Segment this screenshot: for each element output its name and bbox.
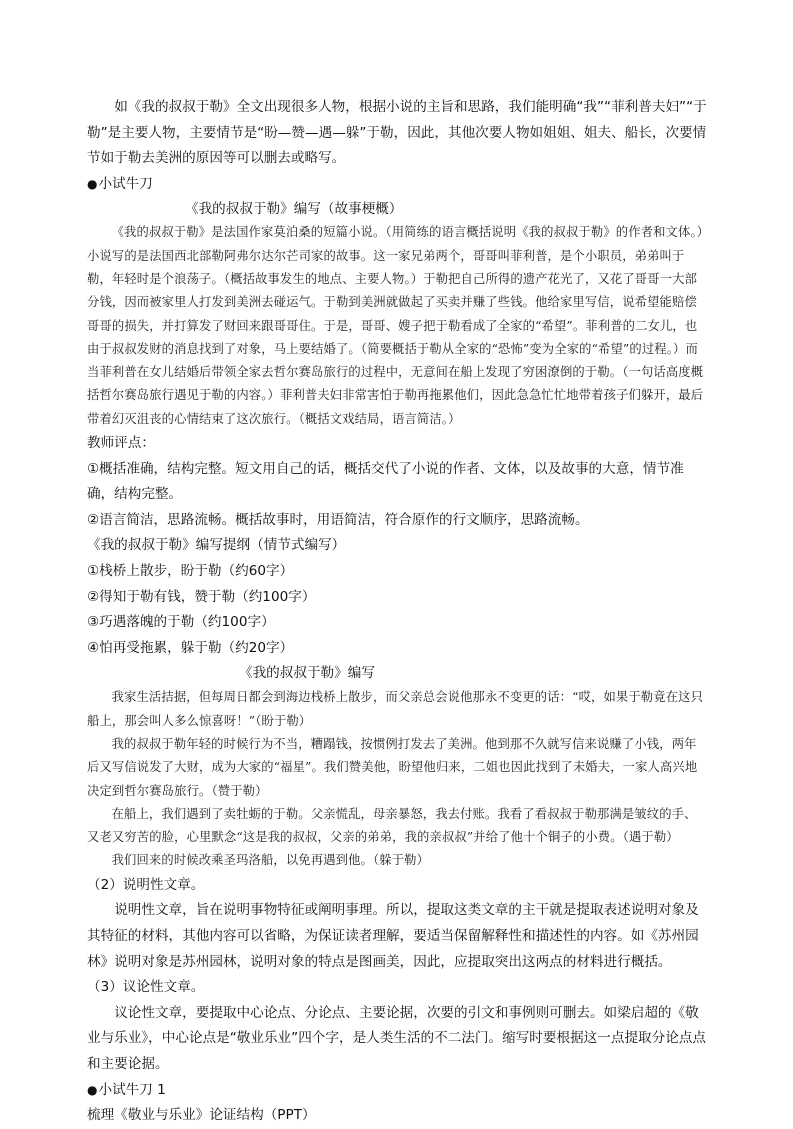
story-summary-paragraph: 《我的叔叔于勒》是法国作家莫泊桑的短篇小说。（用简练的语言概括说明《我的叔叔于勒》的作者和文体。）小说写的是法国西北部勒阿弗尔达尔芒司家的故事。这一家兄弟两个，哥哥叫菲利普，是个小职员，弟弟叫于勒，年轻时是个浪荡子。（概括故事发生的地点、主要人物。）于勒把自己所得的遗产花光了，又花了哥哥一大部分钱，因而被家里人打发到美洲去碰运气。于勒到美洲就做起了买卖并赚了些钱。他给家里写信，说希望能赔偿哥哥的损失，并打算发了财回来跟哥哥住。于是，哥哥、嫂子把于勒看成了全家的“希望”。菲利普的二女儿，也由于叔叔发财的消息找到了对象，马上要结婚了。（简要概括于勒从全家的“恐怖”变为全家的“希望”的过程。）而当菲利普在女儿结婚后带领全家去哲尔赛岛旅行的过程中，无意间在船上发现了穷困潦倒的于勒。（一句话高度概括哲尔赛岛旅行遇见于勒的内容。）菲利普夫妇非常害怕于勒再拖累他们，因此急急忙忙地带着孩子们躲开，最后带着幻灭沮丧的心情结束了这次旅行。（概括文戏结局，语言简洁。） [87, 225, 704, 426]
story-summary-title: 《我的叔叔于勒》编写（故事梗概） [185, 201, 403, 218]
outline-title: 《我的叔叔于勒》编写提纲（情节式编写） [87, 537, 346, 554]
section-3-body: 议论性文章，要提取中心论点、分论点、主要论据，次要的引文和事例则可删去。如梁启超的《敬业与乐业》，中心论点是“敬业乐业”四个字，是人类生活的不二法门。缩写时要根据这一点提取分论点点和主要论据。 [87, 1004, 707, 1072]
practice-heading: ● 小试牛刀 [87, 172, 707, 198]
teacher-comment-label: 教师评点： [87, 435, 155, 452]
rewrite-paragraph-1: 我家生活拮据，但每周日都会到海边栈桥上散步，而父亲总会说他那永不变更的话：“哎，如果于勒竟在这只船上，那会叫人多么惊喜呀！”（盼于勒） [87, 690, 704, 728]
outline-item: ②得知于勒有钱，赞于勒（约100字） [87, 588, 316, 605]
rewrite-paragraph-4: 我们回来的时候改乘圣玛洛船，以免再遇到他。（躲于勒） [111, 853, 430, 868]
final-task-line: 梳理《敬业与乐业》论证结构（PPT） [87, 1107, 316, 1124]
teacher-comment-2: ②语言简洁，思路流畅。概括故事时，用语简洁，符合原作的行文顺序，思路流畅。 [87, 511, 589, 528]
intro-paragraph: 如《我的叔叔于勒》全文出现很多人物，根据小说的主旨和思路，我们能明确“我”“菲利普夫妇”“于勒”是主要人物，主要情节是“盼—赞—遇—躲”于勒，因此，其他次要人物如姐姐、姐夫、船长，次要情节如于勒去美洲的原因等可以删去或略写。 [87, 99, 707, 167]
outline-item: ④怕再受拖累，躲于勒（约20字） [87, 639, 294, 656]
practice-heading-2: ● 小试牛刀 1 [87, 1078, 707, 1104]
section-2-heading: （2）说明性文章。 [87, 876, 205, 893]
section-2-body: 说明性文章，旨在说明事物特征或阐明事理。所以，提取这类文章的主干就是提取表述说明对象及其特征的材料，其他内容可以省略，为保证读者理解，要适当保留解释性和描述性的内容。如《苏州园林》说明对象是苏州园林，说明对象的特点是图画美，因此，应提取突出这两点的材料进行概括。 [87, 902, 699, 970]
outline-item: ③巧遇落魄的于勒（约100字） [87, 614, 275, 631]
section-3-heading: （3）议论性文章。 [87, 979, 205, 996]
outline-item: ①栈桥上散步，盼于勒（约60字） [87, 563, 294, 580]
teacher-comment-1: ①概括准确，结构完整。短文用自己的话，概括交代了小说的作者、文体，以及故事的大意，情节准确，结构完整。 [87, 460, 684, 503]
rewrite-title: 《我的叔叔于勒》编写 [239, 665, 375, 682]
document-body [87, 95, 707, 1129]
rewrite-paragraph-2: 我的叔叔于勒年轻的时候行为不当，糟蹋钱，按惯例打发去了美洲。他到那不久就写信来说赚了小钱，两年后又写信说发了大财，成为大家的“福星”。我们赞美他，盼望他归来，二姐也因此找到了未婚夫，一家人高兴地决定到哲尔赛岛旅行。（赞于勒） [87, 736, 698, 798]
rewrite-paragraph-3: 在船上，我们遇到了卖牡蛎的于勒。父亲慌乱，母亲暴怒，我去付账。我看了看叔叔于勒那满是皱纹的手、又老又穷苦的脸，心里默念“这是我的叔叔，父亲的弟弟，我的亲叔叔”并给了他十个铜子的小费。（遇于勒） [87, 806, 697, 845]
